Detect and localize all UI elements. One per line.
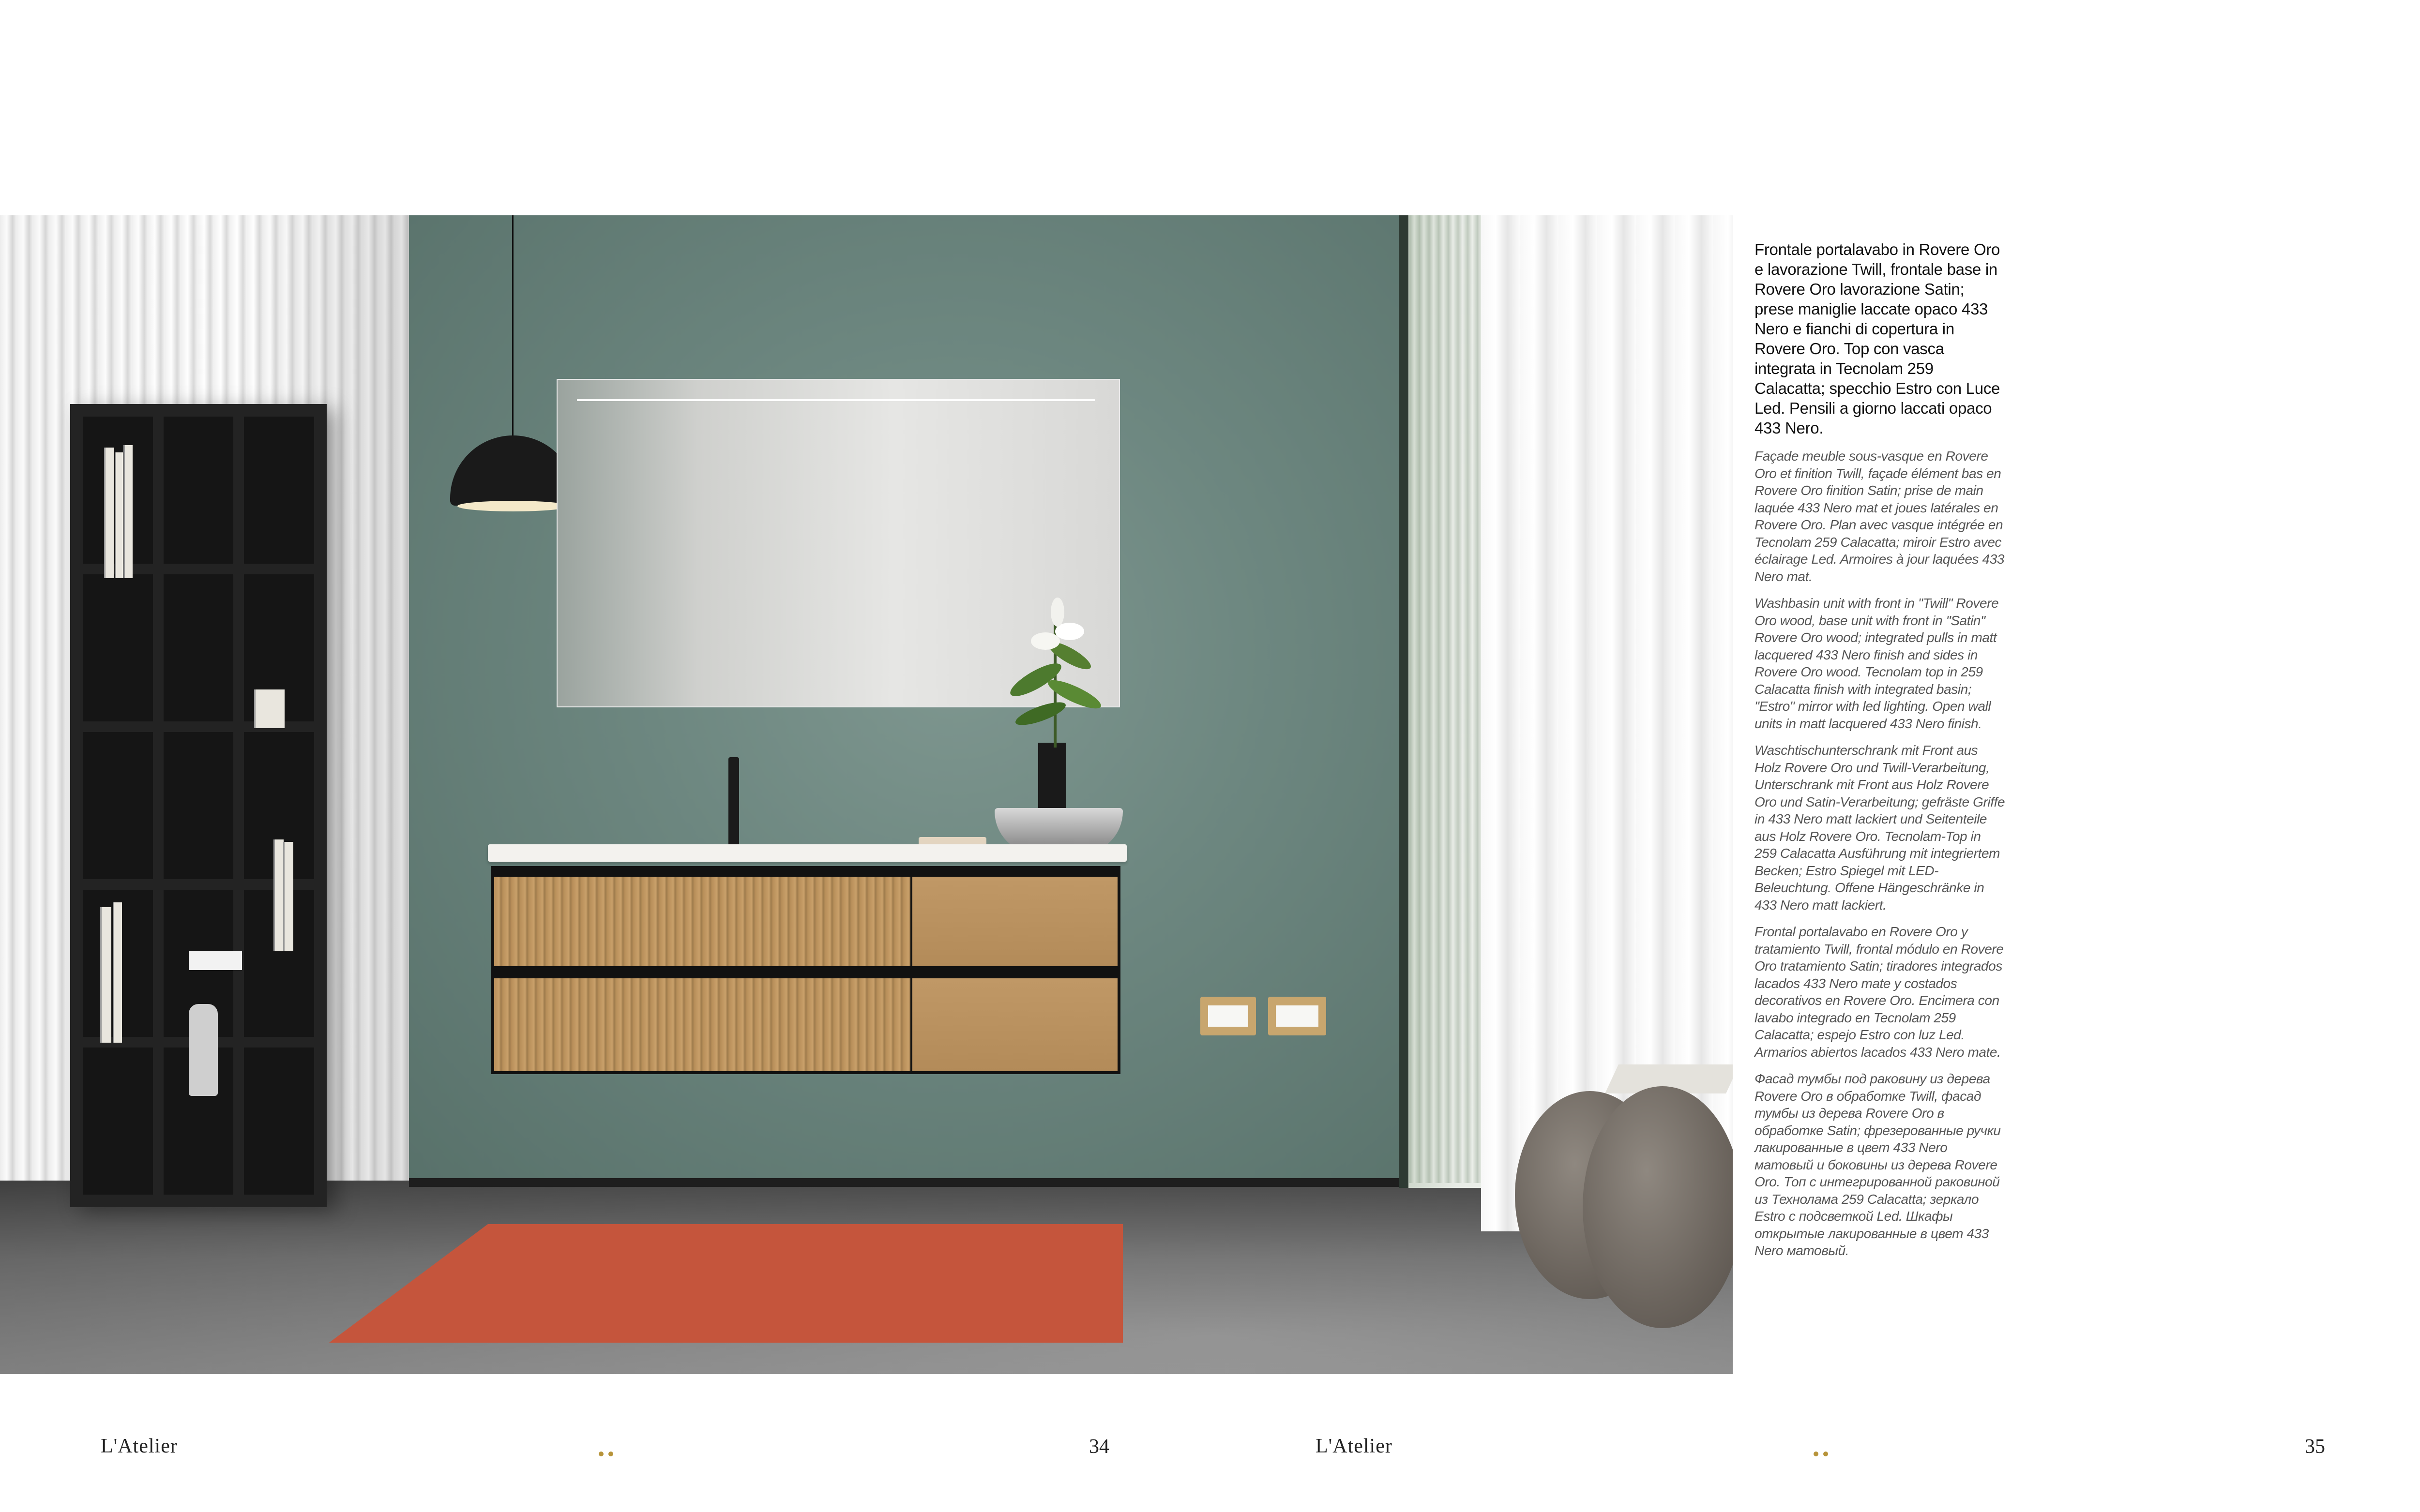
caption-french: Façade meuble sous-vasque en Rovere Oro et finition Twill, façade élément bas en Rovere Oro finition Satin; prise de main laquée 433 Nero mat et joues latérales en Rovere Oro. Plan avec vasque intégrée en Tecnolam 259 Calacatta; miroir Estro avec éclairage Led. Armoires à jour laquées 433 Nero mat. bbox=[1754, 449, 2005, 584]
vanity-top bbox=[488, 844, 1127, 862]
drawer-twill bbox=[494, 877, 910, 966]
bathroom-photo bbox=[0, 215, 1733, 1374]
accent-dots-right bbox=[1814, 1452, 1828, 1456]
book bbox=[113, 902, 122, 1043]
wall-switch bbox=[1268, 997, 1326, 1035]
book-stack bbox=[254, 689, 285, 728]
drawer-twill bbox=[494, 978, 910, 1071]
led-strip bbox=[577, 399, 1095, 401]
shelf-cell bbox=[83, 1048, 153, 1195]
product-description bbox=[1754, 240, 2006, 1269]
open-wall-unit bbox=[70, 404, 327, 1207]
lamp-cord bbox=[512, 215, 514, 443]
towel bbox=[189, 951, 242, 970]
brand-logo-right: L'Atelier bbox=[1316, 1435, 1392, 1457]
accent-dots-left bbox=[599, 1452, 613, 1456]
shelf-cell bbox=[83, 732, 153, 879]
book bbox=[104, 448, 114, 578]
drawer-satin bbox=[912, 978, 1118, 1071]
brand-logo-left: L'Atelier bbox=[101, 1435, 178, 1457]
shelf-cell bbox=[164, 574, 234, 721]
baseboard bbox=[409, 1178, 1401, 1187]
caption-german: Waschtischunterschrank mit Front aus Holz Rovere Oro und Twill-Verarbeitung, Unterschrank mit Front aus Holz Rovere Oro und Satin-Verarbeitung; gefräste Griffe in 433 Nero matt lackiert und Seitenteile aus Holz Rovere Oro. Tecnolam-Top in 259 Calacatta Ausführung mit integriertem Becken; Estro Spiegel mit LED-Beleuchtung. Offene Hängeschränke in 433 Nero matt lackiert. bbox=[1754, 743, 2005, 913]
book bbox=[100, 907, 111, 1043]
shelf-cell bbox=[164, 732, 234, 879]
caption-russian: Фасад тумбы под раковину из дерева Rovere Oro в обработке Twill, фасад тумбы из дерева Rovere Oro в обработке Satin; фрезерованные ручки лакированные в цвет 433 Nero матовый и боковины из дерева Rovere Oro. Топ с интегрированной раковиной из Техноламa 259 Calacatta; зеркало Estro с подсветкой Led. Шкафы открытые лакированные в цвет 433 Nero матовый. bbox=[1754, 1071, 2001, 1258]
book bbox=[283, 842, 293, 951]
shelf-cell bbox=[244, 1048, 314, 1195]
vase bbox=[189, 1004, 218, 1096]
page-number-left: 34 bbox=[1089, 1436, 1109, 1458]
flower-vase bbox=[1038, 743, 1066, 815]
book bbox=[123, 445, 133, 578]
shelf-cell bbox=[244, 417, 314, 564]
book bbox=[115, 452, 123, 578]
book bbox=[273, 839, 284, 951]
drawer-satin bbox=[912, 877, 1118, 966]
lily-plant bbox=[997, 583, 1113, 748]
shelf-cell bbox=[83, 574, 153, 721]
wall-socket bbox=[1200, 997, 1256, 1035]
faucet bbox=[728, 757, 739, 847]
caption-english: Washbasin unit with front in "Twill" Rovere Oro wood, base unit with front in "Satin" Rovere Oro wood; integrated pulls in matt lacquered 433 Nero finish and sides in Rovere Oro wood. Tecnolam top in 259 Calacatta finish with integrated basin; "Estro" mirror with led lighting. Open wall units in matt lacquered 433 Nero finish. bbox=[1754, 596, 1999, 731]
pouf bbox=[1583, 1086, 1733, 1328]
shelf-cell bbox=[164, 417, 234, 564]
caption-italian: Frontale portalavabo in Rovere Oro e lavorazione Twill, frontale base in Rovere Oro lavorazione Satin; prese maniglie laccate opaco 433 Nero e fianchi di copertura in Rovere Oro. Top con vasca integrata in Tecnolam 259 Calacatta; specchio Estro con Luce Led. Pensili a giorno laccati opaco 433 Nero. bbox=[1754, 240, 2000, 437]
caption-spanish: Frontal portalavabo en Rovere Oro y tratamiento Twill, frontal módulo en Rovere Oro tratamiento Satin; tiradores integrados lacados 433 Nero mate y costados decorativos en Rovere Oro. Encimera con lavabo integrado en Tecnolam 259 Calacatta; espejo Estro con luz Led. Armarios abiertos lacados 433 Nero mate. bbox=[1754, 924, 2004, 1060]
page-number-right: 35 bbox=[2305, 1436, 2325, 1458]
vanity-cabinet bbox=[491, 866, 1120, 1074]
